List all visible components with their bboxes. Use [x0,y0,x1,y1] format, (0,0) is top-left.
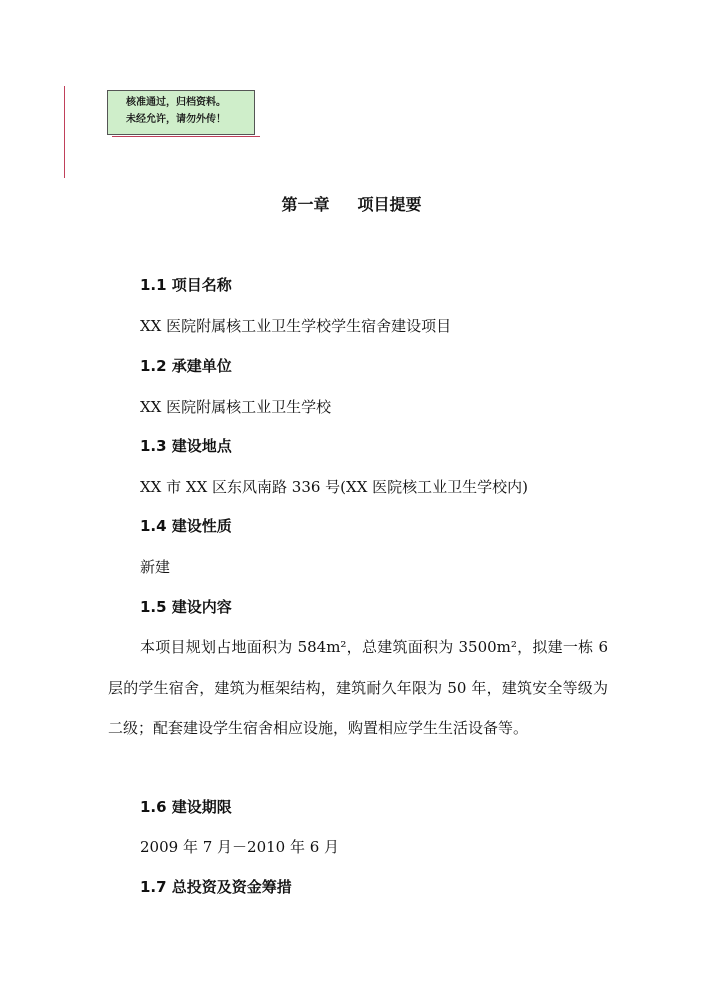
chapter-number: 第一章 [281,195,330,214]
section-text-1-2: XX 医院附属核工业卫生学校 [140,398,332,416]
section-heading-1-3: 1.3 建设地点 [140,437,232,455]
section-heading-1-2: 1.2 承建单位 [140,357,232,375]
stamp-line-1: 核准通过，归档资料。 [126,97,226,108]
section-text-1-6: 2009 年 7 月－2010 年 6 月 [140,838,340,856]
section-heading-1-4: 1.4 建设性质 [140,517,232,535]
section-heading-1-6: 1.6 建设期限 [140,798,232,816]
section-heading-1-7: 1.7 总投资及资金筹措 [140,878,292,896]
section-text-1-3: XX 市 XX 区东风南路 336 号(XX 医院核工业卫生学校内) [140,478,529,496]
margin-marker-line [64,86,65,178]
section-heading-1-1: 1.1 项目名称 [140,276,232,294]
stamp-line-2: 未经允许，请勿外传！ [126,114,226,125]
approval-stamp [107,90,255,135]
section-heading-1-5: 1.5 建设内容 [140,598,232,616]
chapter-heading [0,192,703,215]
section-text-1-4: 新建 [140,558,171,576]
chapter-title: 项目提要 [357,195,422,214]
section-text-1-5: 本项目规划占地面积为 584m²，总建筑面积为 3500m²，拟建一栋 6 层的学生宿舍，建筑为框架结构，建筑耐久年限为 50 年，建筑安全等级为二级；配套建设学生宿舍相应设施，购置相应学生生活设备等。 [108,638,608,737]
stamp-underline [112,136,260,137]
section-text-1-1: XX 医院附属核工业卫生学校学生宿舍建设项目 [140,317,452,335]
